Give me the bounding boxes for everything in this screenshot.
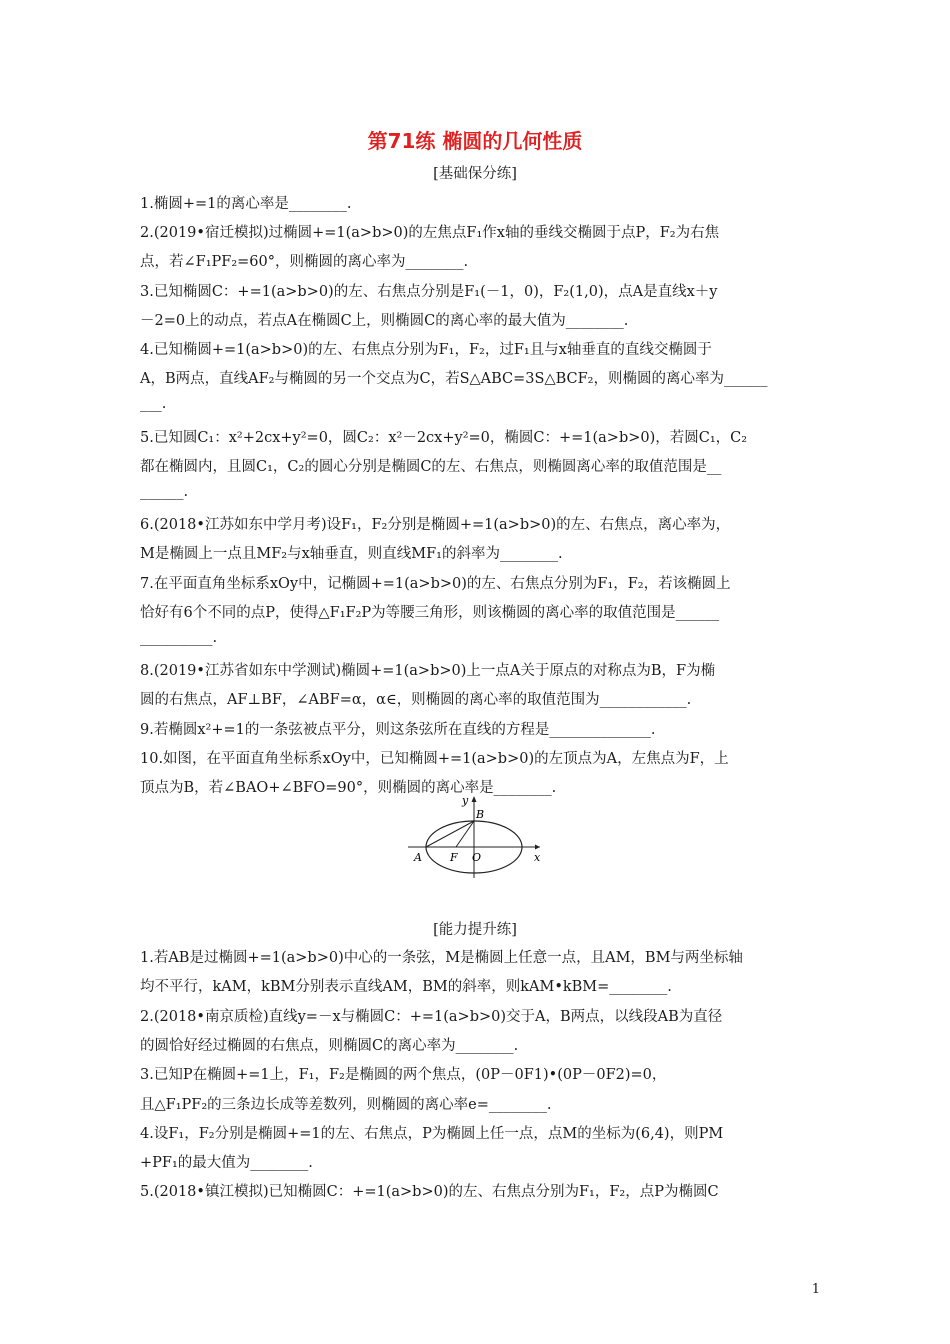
- section-heading-basic: [基础保分练]: [433, 166, 517, 182]
- text-line: 圆的右焦点，AF⊥BF，∠ABF=α，α∈，则椭圆的离心率的取值范围为____________.: [140, 692, 692, 709]
- text-line: 5.已知圆C₁：x²+2cx+y²=0，圆C₂：x²－2cx+y²=0，椭圆C：+=1(a>b>0)，若圆C₁，C₂: [140, 429, 748, 446]
- text-line: 恰好有6个不同的点P，使得△F₁F₂P为等腰三角形，则该椭圆的离心率的取值范围是______: [140, 604, 720, 621]
- text-line: 的圆恰好经过椭圆的右焦点，则椭圆C的离心率为________.: [140, 1037, 519, 1054]
- page-title: 第71练 椭圆的几何性质: [367, 129, 583, 153]
- section-heading-advanced: [能力提升练]: [433, 922, 517, 938]
- text-line: 1.若AB是过椭圆+=1(a>b>0)中心的一条弦，M是椭圆上任意一点，且AM，BM与两坐标轴: [140, 950, 743, 966]
- text-line: M是椭圆上一点且MF₂与x轴垂直，则直线MF₁的斜率为________.: [140, 546, 563, 563]
- text-line: 4.设F₁，F₂分别是椭圆+=1的左、右焦点，P为椭圆上任一点，点M的坐标为(6,4)，则PM: [140, 1125, 724, 1142]
- text-line: 1.椭圆+=1的离心率是________.: [140, 196, 352, 212]
- text-line: __________.: [140, 630, 218, 646]
- text-line: 7.在平面直角坐标系xOy中，记椭圆+=1(a>b>0)的左、右焦点分别为F₁，F₂，若该椭圆上: [140, 575, 731, 592]
- text-line: 10.如图，在平面直角坐标系xOy中，已知椭圆+=1(a>b>0)的左顶点为A，左焦点为F，上: [140, 750, 729, 767]
- text-line: －2=0上的动点，若点A在椭圆C上，则椭圆C的离心率的最大值为________.: [140, 312, 629, 329]
- text-line: 点，若∠F₁PF₂=60°，则椭圆的离心率为________.: [140, 254, 469, 271]
- ellipse-diagram: [400, 792, 550, 882]
- text-line: +PF₁的最大值为________.: [140, 1155, 313, 1172]
- text-line: 顶点为B，若∠BAO+∠BFO=90°，则椭圆的离心率是________.: [140, 780, 557, 796]
- label-o: O: [472, 851, 482, 864]
- y-axis-arrow: [472, 796, 477, 802]
- text-line: 4.已知椭圆+=1(a>b>0)的左、右焦点分别为F₁，F₂，过F₁且与x轴垂直的直线交椭圆于: [140, 342, 712, 358]
- label-a: A: [414, 851, 422, 864]
- text-line: 3.已知椭圆C：+=1(a>b>0)的左、右焦点分别是F₁(－1，0)，F₂(1,0)，点A是直线x＋y: [140, 283, 718, 300]
- x-axis-arrow: [535, 845, 540, 850]
- label-f: F: [450, 851, 458, 864]
- text-line: 均不平行，kAM，kBM分别表示直线AM，BM的斜率，则kAM•kBM=________.: [140, 979, 672, 996]
- text-line: 6.(2018•江苏如东中学月考)设F₁，F₂分别是椭圆+=1(a>b>0)的左、右焦点，离心率为，: [140, 517, 731, 534]
- segment-fb: [456, 821, 474, 847]
- text-line: 3.已知P在椭圆+=1上，F₁，F₂是椭圆的两个焦点，(0P－0F1)•(0P－0F2)=0，: [140, 1067, 667, 1084]
- text-line: 2.(2018•南京质检)直线y=－x与椭圆C：+=1(a>b>0)交于A，B两点，以线段AB为直径: [140, 1008, 723, 1025]
- text-line: 且△F₁PF₂的三条边长成等差数列，则椭圆的离心率e=________.: [140, 1096, 552, 1113]
- text-line: 9.若椭圆x²+=1的一条弦被点平分，则这条弦所在直线的方程是______________.: [140, 721, 656, 738]
- text-line: ___.: [140, 396, 167, 413]
- text-line: 5.(2018•镇江模拟)已知椭圆C：+=1(a>b>0)的左、右焦点分别为F₁，F₂，点P为椭圆C: [140, 1184, 719, 1201]
- label-b: B: [476, 808, 485, 821]
- text-line: 都在椭圆内，且圆C₁，C₂的圆心分别是椭圆C的左、右焦点，则椭圆离心率的取值范围是__: [140, 458, 722, 475]
- text-line: A，B两点，直线AF₂与椭圆的另一个交点为C，若S△ABC=3S△BCF₂，则椭圆的离心率为______: [140, 371, 768, 388]
- text-line: 2.(2019•宿迁模拟)过椭圆+=1(a>b>0)的左焦点F₁作x轴的垂线交椭圆于点P，F₂为右焦: [140, 225, 720, 242]
- label-y: y: [462, 794, 469, 807]
- label-x: x: [534, 851, 541, 864]
- page-number: 1: [811, 1282, 820, 1297]
- text-line: ______.: [140, 484, 189, 500]
- text-line: 8.(2019•江苏省如东中学测试)椭圆+=1(a>b>0)上一点A关于原点的对称点为B，F为椭: [140, 663, 716, 680]
